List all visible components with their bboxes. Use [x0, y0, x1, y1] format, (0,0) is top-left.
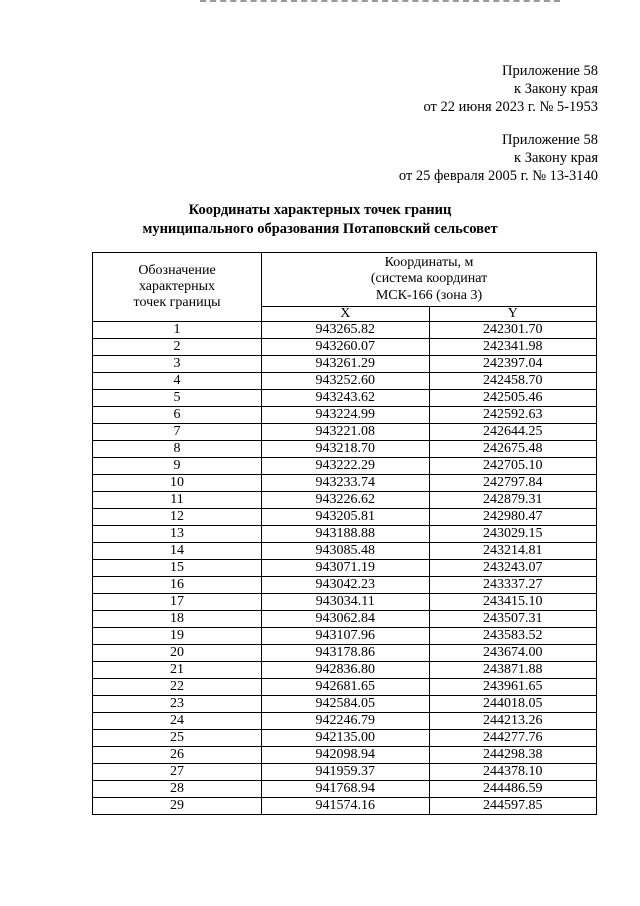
table-row — [93, 390, 597, 407]
appendix-law-date: от 22 июня 2023 г. № 5-1953 — [423, 99, 598, 115]
y-coordinate-cell: 243243.07 — [429, 560, 597, 577]
y-coordinate-cell: 244597.85 — [429, 798, 597, 815]
point-number-cell: 2 — [93, 339, 262, 356]
y-coordinate-cell: 243583.52 — [429, 628, 597, 645]
table-header — [93, 253, 597, 322]
table-row — [93, 798, 597, 815]
x-coordinate-cell: 943233.74 — [262, 475, 430, 492]
point-number-cell: 14 — [93, 543, 262, 560]
x-coordinate-cell: 943042.23 — [262, 577, 430, 594]
x-coordinate-cell: 943260.07 — [262, 339, 430, 356]
header-y: Y — [429, 306, 597, 321]
table-row — [93, 373, 597, 390]
point-number-cell: 15 — [93, 560, 262, 577]
x-coordinate-cell: 943218.70 — [262, 441, 430, 458]
x-coordinate-cell: 943071.19 — [262, 560, 430, 577]
x-coordinate-cell: 942246.79 — [262, 713, 430, 730]
table-row — [93, 322, 597, 339]
header-point-designation — [93, 253, 262, 322]
y-coordinate-cell: 243507.31 — [429, 611, 597, 628]
y-coordinate-cell: 242980.47 — [429, 509, 597, 526]
header-point-line: Обозначение — [138, 263, 216, 278]
table-row — [93, 356, 597, 373]
x-coordinate-cell: 943265.82 — [262, 322, 430, 339]
point-number-cell: 23 — [93, 696, 262, 713]
point-number-cell: 7 — [93, 424, 262, 441]
document-title — [0, 201, 640, 239]
x-coordinate-cell: 943221.08 — [262, 424, 430, 441]
title-line-2: муниципального образования Потаповский сельсовет — [142, 221, 498, 237]
x-coordinate-cell: 943243.62 — [262, 390, 430, 407]
table-row — [93, 662, 597, 679]
title-line-1: Координаты характерных точек границ — [188, 202, 452, 218]
y-coordinate-cell: 242458.70 — [429, 373, 597, 390]
coordinates-table — [92, 252, 597, 815]
point-number-cell: 26 — [93, 747, 262, 764]
point-number-cell: 27 — [93, 764, 262, 781]
x-coordinate-cell: 941574.16 — [262, 798, 430, 815]
y-coordinate-cell: 242879.31 — [429, 492, 597, 509]
appendix-law-ref: к Закону края — [514, 150, 598, 166]
table-row — [93, 441, 597, 458]
table-row — [93, 645, 597, 662]
table-row — [93, 594, 597, 611]
table-row — [93, 492, 597, 509]
table-row — [93, 713, 597, 730]
y-coordinate-cell: 242644.25 — [429, 424, 597, 441]
y-coordinate-cell: 242675.48 — [429, 441, 597, 458]
point-number-cell: 8 — [93, 441, 262, 458]
table-row — [93, 560, 597, 577]
table-row — [93, 509, 597, 526]
table-row — [93, 475, 597, 492]
point-number-cell: 19 — [93, 628, 262, 645]
x-coordinate-cell: 943085.48 — [262, 543, 430, 560]
x-coordinate-cell: 942836.80 — [262, 662, 430, 679]
y-coordinate-cell: 243415.10 — [429, 594, 597, 611]
x-coordinate-cell: 941768.94 — [262, 781, 430, 798]
y-coordinate-cell: 242397.04 — [429, 356, 597, 373]
table-row — [93, 543, 597, 560]
point-number-cell: 11 — [93, 492, 262, 509]
point-number-cell: 16 — [93, 577, 262, 594]
x-coordinate-cell: 943205.81 — [262, 509, 430, 526]
table-row — [93, 339, 597, 356]
y-coordinate-cell: 243871.88 — [429, 662, 597, 679]
x-coordinate-cell: 943226.62 — [262, 492, 430, 509]
x-coordinate-cell: 943034.11 — [262, 594, 430, 611]
y-coordinate-cell: 244018.05 — [429, 696, 597, 713]
y-coordinate-cell: 242592.63 — [429, 407, 597, 424]
x-coordinate-cell: 942681.65 — [262, 679, 430, 696]
x-coordinate-cell: 942098.94 — [262, 747, 430, 764]
table-row — [93, 764, 597, 781]
point-number-cell: 22 — [93, 679, 262, 696]
appendix-header-current — [423, 62, 598, 116]
point-number-cell: 5 — [93, 390, 262, 407]
header-coordinates — [262, 253, 597, 307]
appendix-number: Приложение 58 — [502, 63, 598, 79]
point-number-cell: 3 — [93, 356, 262, 373]
y-coordinate-cell: 243674.00 — [429, 645, 597, 662]
appendix-header-original — [399, 131, 598, 185]
header-coord-line: МСК-166 (зона 3) — [375, 287, 483, 303]
point-number-cell: 21 — [93, 662, 262, 679]
x-coordinate-cell: 943062.84 — [262, 611, 430, 628]
x-coordinate-cell: 943252.60 — [262, 373, 430, 390]
table-row — [93, 679, 597, 696]
x-coordinate-cell: 943261.29 — [262, 356, 430, 373]
y-coordinate-cell: 244298.38 — [429, 747, 597, 764]
point-number-cell: 1 — [93, 322, 262, 339]
x-coordinate-cell: 942135.00 — [262, 730, 430, 747]
table-row — [93, 611, 597, 628]
table-row — [93, 424, 597, 441]
point-number-cell: 18 — [93, 611, 262, 628]
point-number-cell: 13 — [93, 526, 262, 543]
scan-edge-line — [200, 0, 560, 4]
point-number-cell: 12 — [93, 509, 262, 526]
header-point-line: характерных — [138, 279, 216, 294]
x-coordinate-cell: 943178.86 — [262, 645, 430, 662]
y-coordinate-cell: 243029.15 — [429, 526, 597, 543]
point-number-cell: 4 — [93, 373, 262, 390]
table-row — [93, 781, 597, 798]
point-number-cell: 10 — [93, 475, 262, 492]
y-coordinate-cell: 242505.46 — [429, 390, 597, 407]
header-coord-line: (система координат — [370, 271, 488, 287]
table-row — [93, 628, 597, 645]
x-coordinate-cell: 943188.88 — [262, 526, 430, 543]
point-number-cell: 20 — [93, 645, 262, 662]
appendix-number: Приложение 58 — [502, 132, 598, 148]
y-coordinate-cell: 242705.10 — [429, 458, 597, 475]
table-row — [93, 730, 597, 747]
header-x: X — [262, 306, 430, 321]
x-coordinate-cell: 943224.99 — [262, 407, 430, 424]
point-number-cell: 17 — [93, 594, 262, 611]
point-number-cell: 29 — [93, 798, 262, 815]
y-coordinate-cell: 244213.26 — [429, 713, 597, 730]
table-row — [93, 458, 597, 475]
table-body — [93, 322, 597, 815]
header-point-line: точек границы — [133, 295, 221, 310]
y-coordinate-cell: 244378.10 — [429, 764, 597, 781]
table-row — [93, 407, 597, 424]
table-row — [93, 526, 597, 543]
point-number-cell: 24 — [93, 713, 262, 730]
x-coordinate-cell: 943107.96 — [262, 628, 430, 645]
table-row — [93, 747, 597, 764]
point-number-cell: 28 — [93, 781, 262, 798]
appendix-law-ref: к Закону края — [514, 81, 598, 97]
table-row — [93, 696, 597, 713]
y-coordinate-cell: 244277.76 — [429, 730, 597, 747]
x-coordinate-cell: 943222.29 — [262, 458, 430, 475]
header-coord-line: Координаты, м — [384, 254, 474, 270]
y-coordinate-cell: 243337.27 — [429, 577, 597, 594]
appendix-law-date: от 25 февраля 2005 г. № 13-3140 — [398, 168, 598, 184]
x-coordinate-cell: 942584.05 — [262, 696, 430, 713]
y-coordinate-cell: 243961.65 — [429, 679, 597, 696]
y-coordinate-cell: 244486.59 — [429, 781, 597, 798]
x-coordinate-cell: 941959.37 — [262, 764, 430, 781]
y-coordinate-cell: 242797.84 — [429, 475, 597, 492]
point-number-cell: 6 — [93, 407, 262, 424]
point-number-cell: 9 — [93, 458, 262, 475]
y-coordinate-cell: 243214.81 — [429, 543, 597, 560]
point-number-cell: 25 — [93, 730, 262, 747]
y-coordinate-cell: 242341.98 — [429, 339, 597, 356]
y-coordinate-cell: 242301.70 — [429, 322, 597, 339]
table-row — [93, 577, 597, 594]
